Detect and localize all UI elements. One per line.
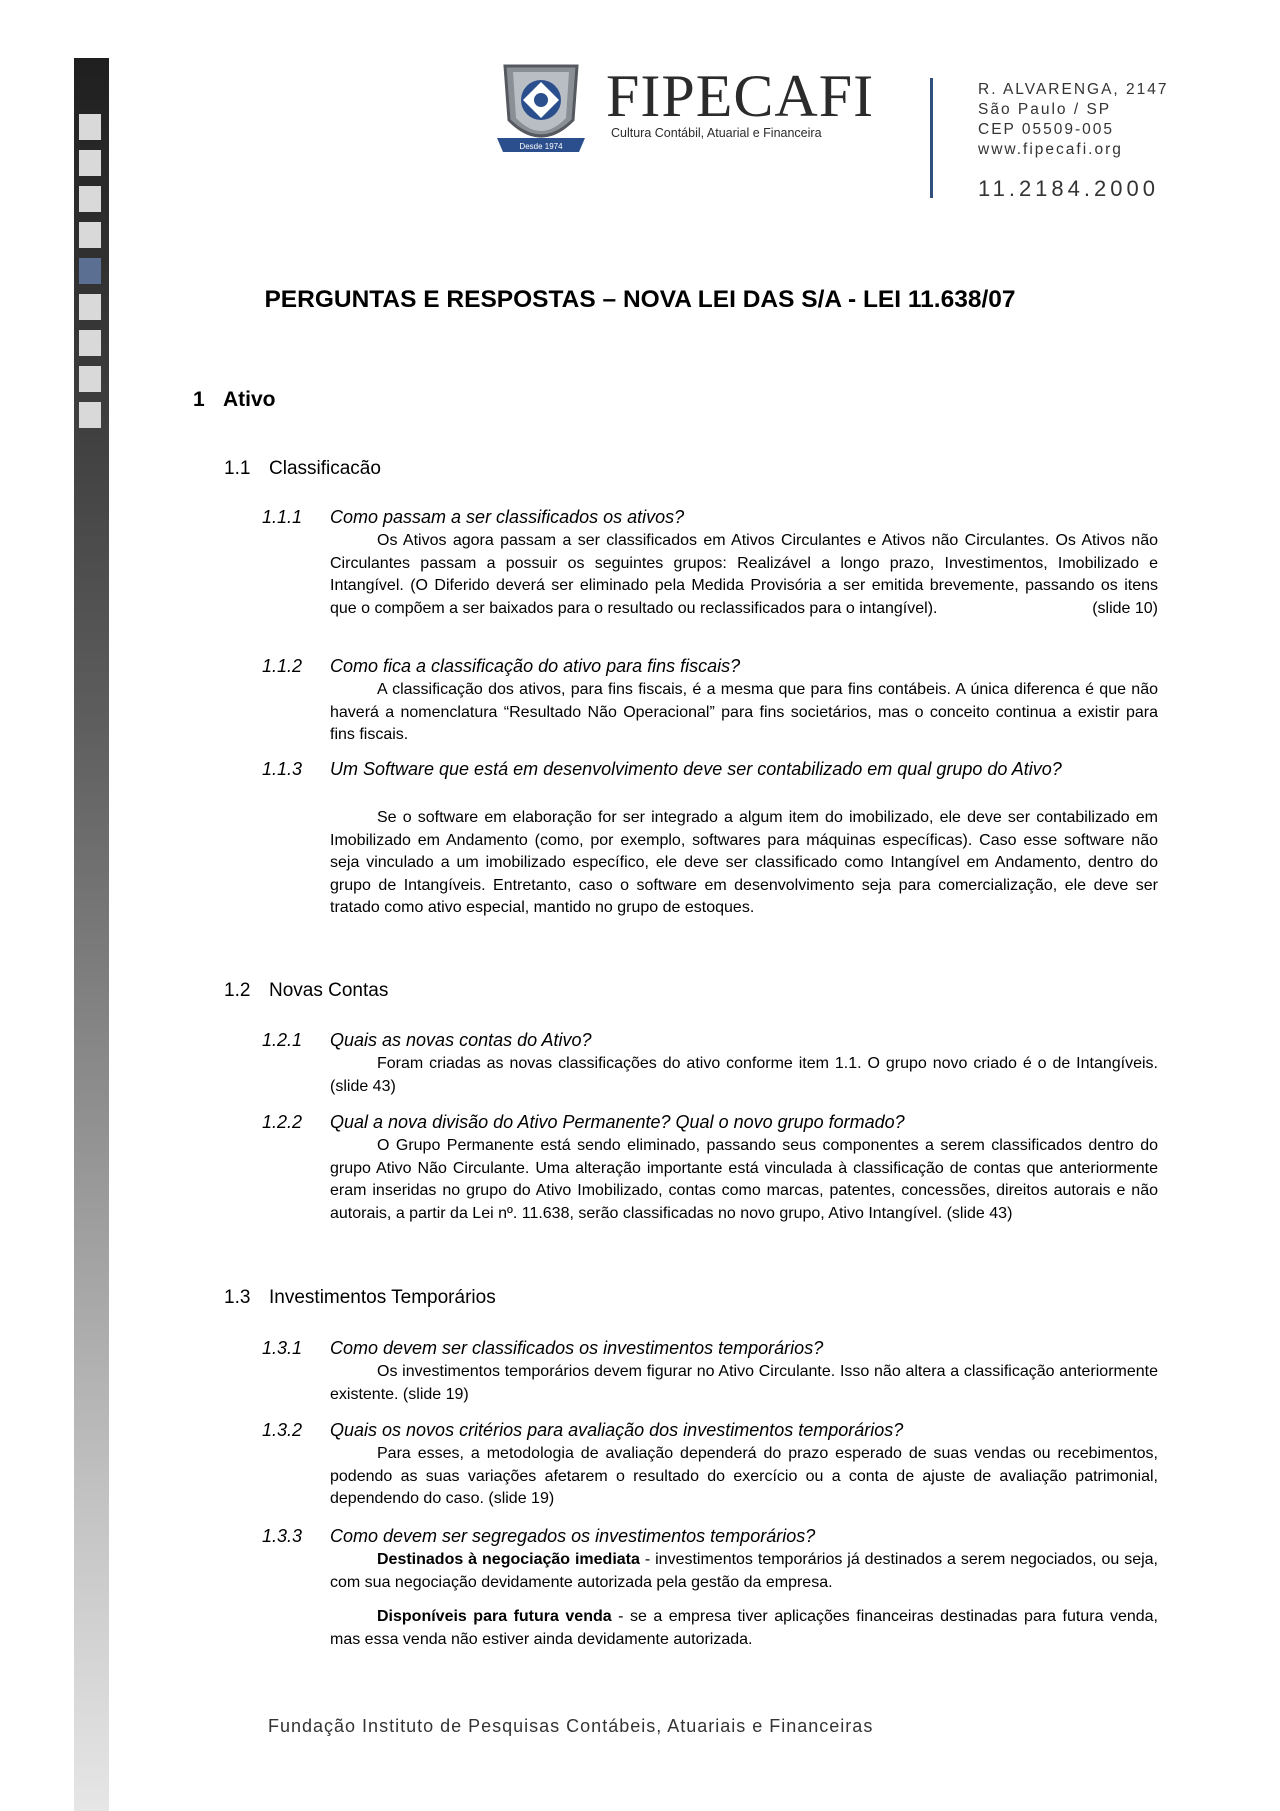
question: 1.2.2 Qual a nova divisão do Ativo Permanente? Qual o novo grupo formado? xyxy=(262,1112,905,1132)
answer: Os Ativos agora passam a ser classificados em Ativos Circulantes e Ativos não Circulantes. Os Ativos não Circulantes passam a possuir os seguintes grupos: Realizável a longo prazo, Investimentos, Imobilizado e Intangível. (O Diferido deverá ser eliminado pela Medida Provisória a ser emitida brevemente, passando os itens que o compõem a ser baixados para o resultado ou reclassificados para o intangível). (slide 10) xyxy=(330,530,1158,620)
strip-square xyxy=(79,222,101,248)
answer: Destinados à negociação imediata - investimentos temporários já destinados a serem negociados, ou seja, com sua negociação devidamente autorizada pela gestão da empresa. xyxy=(330,1551,1159,1591)
subsection-heading: 1.2 Novas Contas xyxy=(224,980,389,1001)
slide-reference: (slide 10) xyxy=(1092,599,1158,617)
section-title: Ativo xyxy=(223,388,276,411)
header-divider xyxy=(930,78,933,198)
question: 1.1.1 Como passam a ser classificados os ativos? xyxy=(262,507,685,527)
address-street: R. ALVARENGA, 2147 xyxy=(978,81,1169,98)
answer: A classificação dos ativos, para fins fiscais, é a mesma que para fins contábeis. A única diferenca é que não haverá a nomenclatura “Resultado Não Operacional” para fins societários, mas o conceito continua a existir para fins fiscais. xyxy=(330,681,1158,743)
question: 1.1.2 Como fica a classificação do ativo para fins fiscais? xyxy=(262,656,741,676)
fipecafi-shield-logo xyxy=(495,60,587,160)
address-block xyxy=(978,80,1169,160)
subsection-heading: 1.3 Investimentos Temporários xyxy=(224,1287,496,1308)
address-website: www.fipecafi.org xyxy=(978,141,1123,158)
logo-name: FIPECAFI xyxy=(606,63,875,129)
page-footer: Fundação Instituto de Pesquisas Contábeis, Atuariais e Financeiras xyxy=(268,1716,874,1736)
section-heading xyxy=(193,388,276,412)
strip-square xyxy=(79,114,101,140)
logo-tagline: Cultura Contábil, Atuarial e Financeira xyxy=(611,126,822,140)
strip-square xyxy=(79,186,101,212)
address-city: São Paulo / SP xyxy=(978,101,1112,118)
question: 1.2.1 Quais as novas contas do Ativo? xyxy=(262,1030,592,1050)
phone-number: 11.2184.2000 xyxy=(978,176,1159,201)
answer: O Grupo Permanente está sendo eliminado, passando seus componentes a serem classificados dentro do grupo Ativo Não Circulante. Uma alteração importante está vinculada à classificação de contas que anteriormente eram inseridas no grupo do Ativo Imobilizado, contas como marcas, patentes, concessões, direitos autorais e não autorais, a partir da Lei nº. 11.638, serão classificadas no novo grupo, Ativo Intangível. (slide 43) xyxy=(330,1137,1158,1222)
document-title: PERGUNTAS E RESPOSTAS – NOVA LEI DAS S/A - LEI 11.638/07 xyxy=(264,286,1016,313)
question: 1.3.3 Como devem ser segregados os investimentos temporários? xyxy=(262,1526,816,1546)
question: 1.1.3 Um Software que está em desenvolvimento deve ser contabilizado em qual grupo do Ativo? xyxy=(262,759,1062,779)
strip-square xyxy=(79,402,101,428)
answer: Disponíveis para futura venda - se a empresa tiver aplicações financeiras destinadas para futura venda, mas essa venda não estiver ainda devidamente autorizada. xyxy=(330,1608,1159,1648)
strip-square xyxy=(79,330,101,356)
answer: Se o software em elaboração for ser integrado a algum item do imobilizado, ele deve ser contabilizado em Imobilizado em Andamento (como, por exemplo, softwares para máquinas específicas). Caso esse software não seja vinculado a um imobilizado específico, ele deve ser classificado como Intangível em Andamento, dentro do grupo de Intangíveis. Entretanto, caso o software em desenvolvimento seja para comercialização, ele deve ser tratado como ativo especial, mantido no grupo de estoques. xyxy=(330,809,1158,916)
question: 1.3.2 Quais os novos critérios para avaliação dos investimentos temporários? xyxy=(262,1420,904,1440)
address-zip: CEP 05509-005 xyxy=(978,121,1115,138)
question: 1.3.1 Como devem ser classificados os investimentos temporários? xyxy=(262,1338,824,1358)
answer: Foram criadas as novas classificações do ativo conforme item 1.1. O grupo novo criado é o de Intangíveis. (slide 43) xyxy=(330,1055,1158,1095)
subsection-heading: 1.1 Classificacão xyxy=(224,458,381,479)
logo-badge-text: Desde 1974 xyxy=(519,142,563,151)
strip-square xyxy=(79,366,101,392)
answer: Para esses, a metodologia de avaliação dependerá do prazo esperado de suas vendas ou recebimentos, podendo as suas variações afetarem o resultado do exercício ou a conta de ajuste de avaliação patrimonial, dependendo do caso. (slide 19) xyxy=(330,1445,1158,1507)
side-decoration-strip xyxy=(74,58,109,1811)
answer: Os investimentos temporários devem figurar no Ativo Circulante. Isso não altera a classificação anteriormente existente. (slide 19) xyxy=(330,1363,1158,1403)
strip-square-accent xyxy=(79,258,101,284)
section-number: 1 xyxy=(193,388,205,411)
strip-square xyxy=(79,150,101,176)
